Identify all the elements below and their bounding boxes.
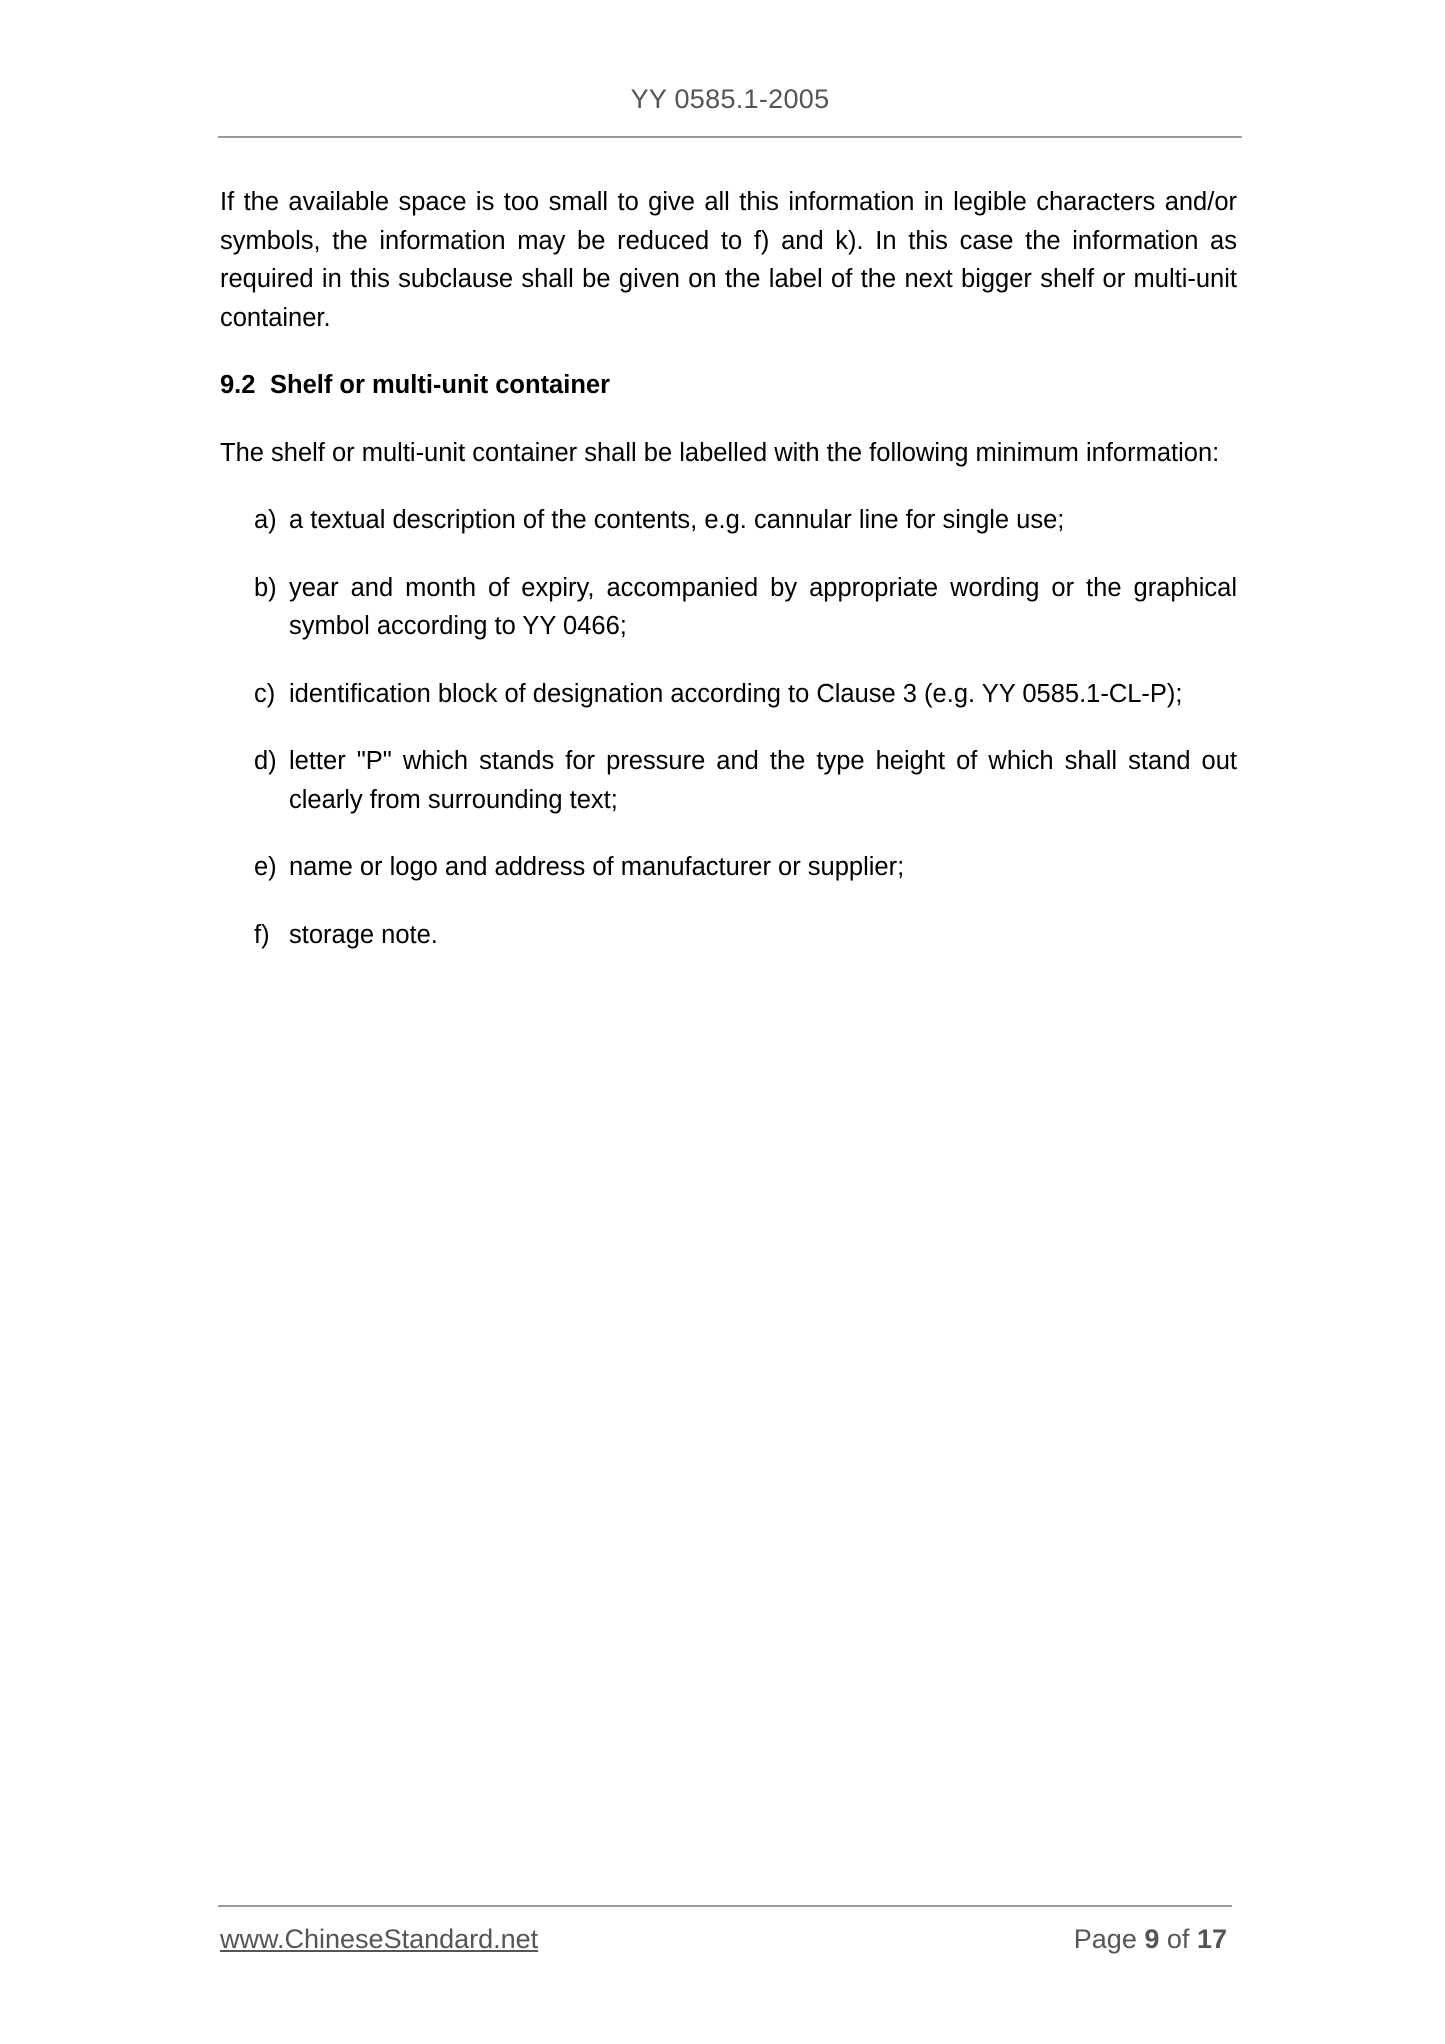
- section-heading: [220, 366, 1237, 405]
- list-item-text: identification block of designation according to Clause 3 (e.g. YY 0585.1-CL-P);: [289, 679, 1183, 708]
- footer-divider: [218, 1905, 1232, 1907]
- requirements-list: [220, 501, 1237, 954]
- list-item-b: [220, 569, 1237, 646]
- list-item-text: a textual description of the contents, e.g. cannular line for single use;: [289, 506, 1065, 534]
- header-divider: [218, 136, 1242, 138]
- intro-paragraph: The shelf or multi-unit container shall be labelled with the following minimum information:: [220, 438, 1220, 467]
- opening-paragraph: If the available space is too small to give all this information in legible characters and/or symbols, the information may be reduced to f) and k). In this case the information as required in this subclause shall be given on the label of the next bigger shelf or multi-unit container.: [220, 188, 1237, 332]
- page-header-title: YY 0585.1-2005: [630, 84, 830, 114]
- page-of-label: of: [1166, 1924, 1190, 1954]
- list-item-text: storage note.: [289, 920, 438, 949]
- list-item-d: [220, 742, 1237, 819]
- list-item-text: name or logo and address of manufacturer or supplier;: [289, 853, 905, 881]
- list-marker: d): [254, 747, 277, 775]
- website-link[interactable]: www.ChineseStandard.net: [220, 1924, 539, 1954]
- section-number: 9.2: [220, 371, 256, 399]
- list-marker: e): [254, 853, 277, 881]
- document-body: [220, 183, 1237, 983]
- page-label: Page: [1073, 1924, 1137, 1954]
- list-item-a: [220, 501, 1237, 540]
- list-marker: c): [254, 679, 276, 708]
- list-item-c: [220, 675, 1237, 714]
- page-number: [1074, 1924, 1227, 1955]
- total-pages: 17: [1196, 1924, 1227, 1954]
- list-item-f: [220, 916, 1237, 955]
- section-title: Shelf or multi-unit container: [270, 371, 611, 399]
- list-marker: a): [254, 506, 277, 534]
- list-item-text: letter "P" which stands for pressure and the type height of which shall stand out clearly from surrounding text;: [289, 747, 1237, 814]
- list-item-e: [220, 848, 1237, 887]
- list-item-text: year and month of expiry, accompanied by appropriate wording or the graphical symbol according to YY 0466;: [289, 573, 1237, 640]
- list-marker: b): [254, 573, 277, 602]
- list-marker: f): [254, 920, 270, 949]
- current-page: 9: [1144, 1924, 1160, 1954]
